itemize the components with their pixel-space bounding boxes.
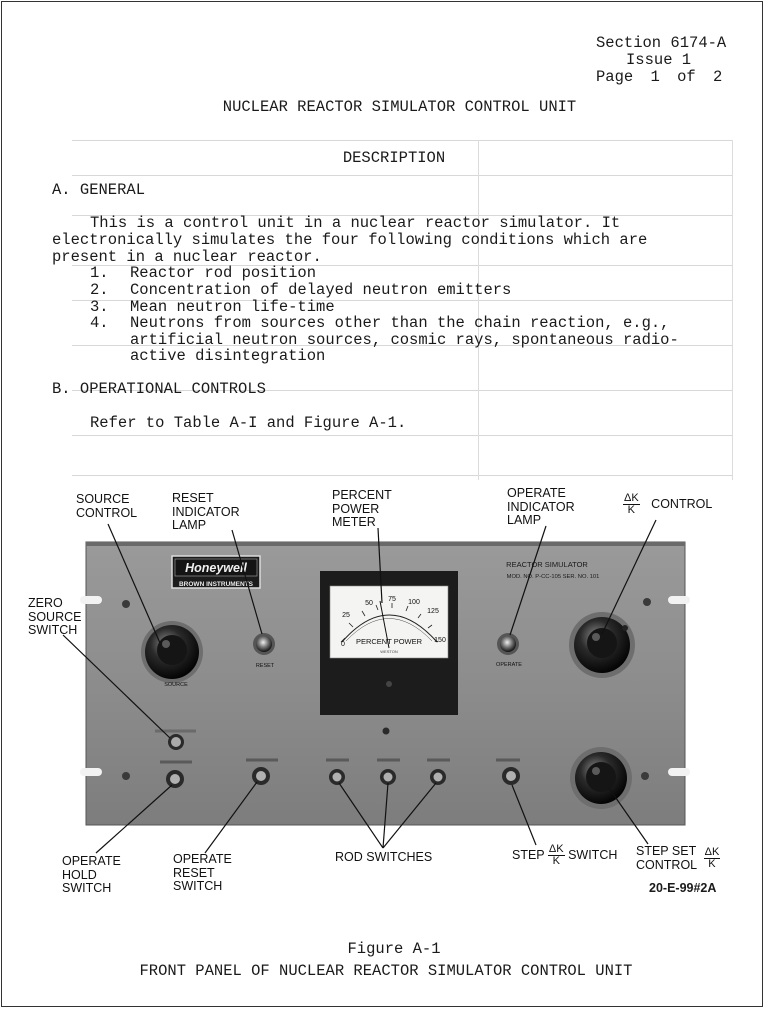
general-para-line-2: electronically simulates the four following conditions which are <box>52 231 648 249</box>
callout-line: POWER <box>332 501 380 516</box>
callout-text: CONTROL <box>651 496 713 511</box>
callout-source-control <box>76 493 137 520</box>
fraction-denominator: K <box>708 858 716 870</box>
callout-line: SOURCE <box>28 609 82 624</box>
mounting-slot <box>80 596 102 604</box>
lamp-label: OPERATE <box>496 662 522 668</box>
mounting-slot <box>668 768 690 776</box>
meter-label: PERCENT POWER <box>355 637 423 646</box>
rod-switch <box>329 769 345 785</box>
callout-line: OPERATE <box>62 854 121 868</box>
callout-line: PERCENT <box>332 488 392 502</box>
list-item-number: 2. <box>90 281 109 299</box>
scale-label: 0 <box>341 641 345 648</box>
drawing-number: 20-E-99#2A <box>649 881 717 895</box>
callout-text-block <box>636 845 697 872</box>
list-item: Concentration of delayed neutron emitters <box>130 281 512 299</box>
list-item: Mean neutron life-time <box>130 298 335 316</box>
rod-switch <box>430 769 446 785</box>
issue-number: Issue 1 <box>626 51 692 69</box>
callout-line: SWITCH <box>173 879 223 893</box>
callout-line: HOLD <box>62 867 97 882</box>
screw <box>122 600 130 608</box>
operational-heading: B. OPERATIONAL CONTROLS <box>52 380 266 398</box>
knob-label: SOURCE <box>164 682 188 688</box>
callout-operate-indicator-lamp <box>507 487 575 528</box>
scale-label: 25 <box>342 612 350 619</box>
callout-line: STEP SET <box>636 844 697 858</box>
fraction-denominator: K <box>627 504 636 516</box>
general-para-line-1: This is a control unit in a nuclear reactor simulator. It <box>90 214 621 232</box>
callout-line: LAMP <box>507 513 542 527</box>
nameplate-line-2: MOD. NO. P-CC-105 SER. NO. 101 <box>506 574 600 580</box>
screw <box>122 772 130 780</box>
callout-line: OPERATE <box>173 852 232 866</box>
scale-label: 100 <box>408 599 420 606</box>
nameplate-line-1: REACTOR SIMULATOR <box>506 560 588 569</box>
figure-caption-number: Figure A-1 <box>347 940 441 958</box>
callout-line: SOURCE <box>76 492 130 506</box>
list-item-number: 3. <box>90 298 109 316</box>
operate-hold-switch-part <box>166 770 184 788</box>
list-item-number: 4. <box>90 314 109 332</box>
callout-delta-k-control <box>623 493 712 516</box>
callout-rod-switches: ROD SWITCHES <box>335 850 433 864</box>
delta-k-fraction <box>548 844 565 867</box>
fraction-numerator: ΔK <box>624 492 639 504</box>
scale-label: 150 <box>434 637 446 644</box>
callout-line: RESET <box>173 865 215 880</box>
list-item: Neutrons from sources other than the chain reaction, e.g., <box>130 314 670 332</box>
callout-line: CONTROL <box>636 857 698 872</box>
document-title: NUCLEAR REACTOR SIMULATOR CONTROL UNIT <box>222 98 577 116</box>
percent-power-meter <box>320 571 458 715</box>
list-item-continuation: active disintegration <box>130 347 326 365</box>
callout-step-switch <box>512 842 617 868</box>
screw <box>641 772 649 780</box>
scale-label: 125 <box>427 608 439 615</box>
step-set-knob <box>570 747 632 809</box>
delta-k-fraction <box>704 847 721 870</box>
mounting-slot <box>80 768 102 776</box>
general-heading: A. GENERAL <box>52 181 146 199</box>
callout-text: SWITCH <box>568 848 618 862</box>
scale-label: 50 <box>365 600 373 607</box>
list-item-number: 1. <box>90 264 109 282</box>
callout-text: STEP <box>512 848 545 862</box>
callout-line: ZERO <box>28 596 63 610</box>
meter-maker: WESTON <box>380 649 398 654</box>
delta-k-knob <box>569 612 635 678</box>
scale-label: 75 <box>388 596 396 603</box>
operational-paragraph: Refer to Table A-I and Figure A-1. <box>90 414 407 432</box>
rod-switch <box>380 769 396 785</box>
delta-k-fraction <box>623 493 640 516</box>
callout-line: SWITCH <box>62 881 112 895</box>
callout-line: CONTROL <box>76 505 138 520</box>
general-para-line-3: present in a nuclear reactor. <box>52 248 322 266</box>
callout-reset-indicator-lamp <box>172 492 240 533</box>
callout-line: INDICATOR <box>172 504 240 519</box>
mounting-slot <box>668 596 690 604</box>
callout-line: METER <box>332 515 376 529</box>
callout-line: INDICATOR <box>507 499 575 514</box>
list-item-continuation: artificial neutron sources, cosmic rays, spontaneous radio- <box>130 331 679 349</box>
callout-line: RESET <box>172 491 214 505</box>
lamp-label: RESET <box>255 663 275 669</box>
figure-caption-title: FRONT PANEL OF NUCLEAR REACTOR SIMULATOR CONTROL UNIT <box>139 962 633 980</box>
screw <box>643 598 651 606</box>
page-number: Page 1 of 2 <box>596 68 723 86</box>
fraction-numerator: ΔK <box>548 843 564 856</box>
callout-operate-hold-switch <box>62 855 121 896</box>
brand-name: Honeywell <box>185 561 247 575</box>
fraction-numerator: ΔK <box>704 846 720 858</box>
fraction-denominator: K <box>552 855 560 868</box>
list-item: Reactor rod position <box>130 264 317 282</box>
brand-subtitle: BROWN INSTRUMENTS <box>178 581 254 588</box>
callout-line: LAMP <box>172 518 207 532</box>
reset-lamp <box>253 633 275 669</box>
description-heading: DESCRIPTION <box>342 149 446 167</box>
callout-step-set-control <box>636 845 720 872</box>
section-number: Section 6174-A <box>596 34 727 52</box>
callout-zero-source-switch <box>28 597 81 638</box>
callout-line: OPERATE <box>507 486 566 500</box>
callout-line: SWITCH <box>28 623 78 637</box>
operate-reset-switch-part <box>252 767 270 785</box>
callout-operate-reset-switch <box>173 853 232 894</box>
callout-percent-power-meter <box>332 489 392 530</box>
step-switch <box>502 767 520 785</box>
